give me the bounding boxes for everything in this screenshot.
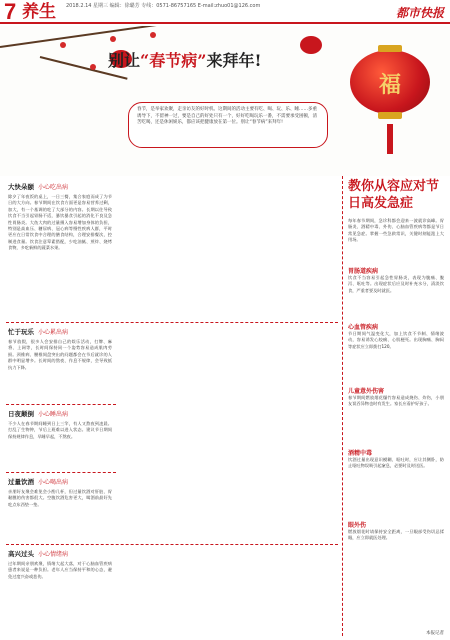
side-block-body: 春节期间燃放烟花爆竹容易造成烧伤、炸伤，小朋友误吞异物也时有发生。家长应看护好孩子。	[348, 395, 444, 407]
side-article-intro: 每年春节期间，急诊科都会迎来一波就诊高峰。胃肠炎、酒精中毒、外伤、心脑血管疾病等都是节日常见急症。掌握一些急救常识，关键时刻能派上大用场。	[348, 218, 444, 243]
section-body: 春节放假，很多人会安排自己的娱乐活动，打牌、麻将、上网等，长时间保持同一个姿势容易造成肌肉劳损。颈椎病、腰椎间盘突出的问题都会在节后就诊的人群中明显增多。长时间的熬夜、作息不规律，会导致抵抗力下降。	[8, 339, 112, 370]
lead-box: 春节，是举家欢聚，走亲访友的好时机。这期间的活动主要有吃、喝、玩、乐、睡……多重诱导下，不留神一过，要是自己的好处只有一个，好好吃喝玩乐一番，不需要承受困顿，清苦吃喝，还是休闲娱乐，都应该把健康放在第一位。别让“春节病”来拜年!	[128, 102, 328, 148]
section-heading	[8, 477, 68, 486]
plum-blossom	[60, 42, 66, 48]
section-body-cont	[228, 184, 336, 320]
headline-quoted: “春节病”	[140, 51, 207, 70]
column-divider	[342, 176, 343, 636]
section-heading-kicker: 小心喝出病	[38, 479, 69, 486]
side-block-head: 心血管疾病	[348, 324, 379, 331]
section-heading	[8, 409, 68, 418]
section-heading-kicker: 小心睡出病	[38, 411, 69, 418]
lantern-cap	[378, 112, 402, 119]
section-divider	[6, 544, 338, 545]
lantern-tassel	[387, 124, 393, 154]
section-body: 除夕了年夜饭的桌上，一日三餐，集合家庭而成了为节日的大方向。春节期间在饮食方面更是容易营养过剩，加大，有一个基调的吃了大部分的内容。长期以往导致饮食不当引起胃肠不适，暴饮暴食引起的消化不良及急性胃肠炎。大鱼大肉的过量摄入容易增加身体的负担，特别是高血压、糖尿病、冠心病等慢性疾病人群，平时更应在日常饮食中合理的膳食结构，合理安排餐次，控制进食量。饮食注意荤素搭配，少吃油腻、煎炸、烧烤食物，多吃新鲜的蔬菜水果。	[8, 194, 112, 251]
side-block-body: 节日期间气温变化大，加上饮食不节制、情绪波动，容易诱发心绞痛、心肌梗死。出现胸痛、胸闷等症状应立即拨打120。	[348, 331, 444, 349]
byline: 本报记者	[426, 631, 444, 636]
side-block-body: 燃放烟花时请保持安全距离，一旦眼部受伤切忌揉眼，应立即就医处理。	[348, 529, 444, 541]
section-heading-kicker: 小心吃出病	[38, 184, 69, 191]
lantern-icon	[350, 50, 430, 114]
side-block-head: 眼外伤	[348, 522, 367, 529]
paper-logo: 都市快报	[395, 6, 444, 20]
plum-blossom	[150, 32, 156, 38]
section-heading-title: 过量饮酒	[8, 478, 34, 486]
section-title: 养生	[22, 2, 56, 22]
section-body-cont	[118, 184, 222, 320]
small-lantern-icon	[300, 36, 322, 54]
section-heading	[8, 549, 68, 558]
section-heading-title: 大快朵颐	[8, 183, 34, 191]
section-heading	[8, 327, 68, 336]
section-body: 亲朋好友聚会难免会小酌几杯，但过量饮酒对肝脏、胃黏膜的伤害都很大。空腹饮酒危害更大，喝酒前最好先吃点东西垫一垫。	[8, 489, 112, 507]
side-block-head: 酒精中毒	[348, 450, 373, 457]
section-heading-title: 日夜颠倒	[8, 410, 34, 418]
lantern-glyph: 福	[378, 72, 401, 98]
side-block-head: 儿童意外伤害	[348, 388, 385, 395]
headline	[108, 48, 261, 71]
section-heading-title: 忙于玩乐	[8, 328, 34, 336]
side-block-body: 饮食不当容易引起急性胃肠炎，表现为腹痛、腹泻、呕吐等。出现症状后应及时补充水分，清淡饮食，严重者要及时就医。	[348, 275, 444, 293]
section-heading	[8, 182, 68, 191]
headline-after: 来拜年!	[206, 51, 262, 70]
banner	[0, 26, 450, 176]
headline-before: 别让	[108, 51, 141, 70]
lantern-cap	[378, 45, 402, 52]
section-divider	[6, 322, 338, 323]
section-body: 过年期间亲朋欢聚，情绪大起大落，对于心脑血管疾病患者来说是一种负担。老年人应当保持平和的心态，避免过度兴奋或悲伤。	[8, 561, 112, 579]
section-heading-title: 高兴过头	[8, 550, 34, 558]
side-block-head: 胃肠道疾病	[348, 268, 379, 275]
section-divider	[6, 472, 116, 473]
page-number: 7	[4, 0, 17, 24]
meta-line: 2018.2.14 星期三 编辑：徐璐芳 专线：0571-86757165 E-mail:zhuo01@126.com	[66, 3, 261, 9]
section-heading-kicker: 小心情绪病	[38, 551, 69, 558]
side-block-body: 饮酒过量出现意识模糊、呕吐时，应让其侧卧，防止呕吐物误吸引起窒息，必要时及时送医。	[348, 457, 444, 469]
section-heading-kicker: 小心累出病	[38, 329, 69, 336]
plum-blossom	[110, 36, 116, 42]
section-body: 不少人在春节期间睡到日上三竿，有人又熬夜到凌晨。打乱了生物钟，节后上班难以进入状态。建议节日期间保持规律作息，早睡早起，不熬夜。	[8, 421, 112, 439]
section-divider	[6, 404, 116, 405]
side-article-title: 教你从容应对节日高发急症	[348, 179, 440, 211]
masthead	[0, 0, 450, 24]
plum-blossom	[90, 64, 96, 70]
